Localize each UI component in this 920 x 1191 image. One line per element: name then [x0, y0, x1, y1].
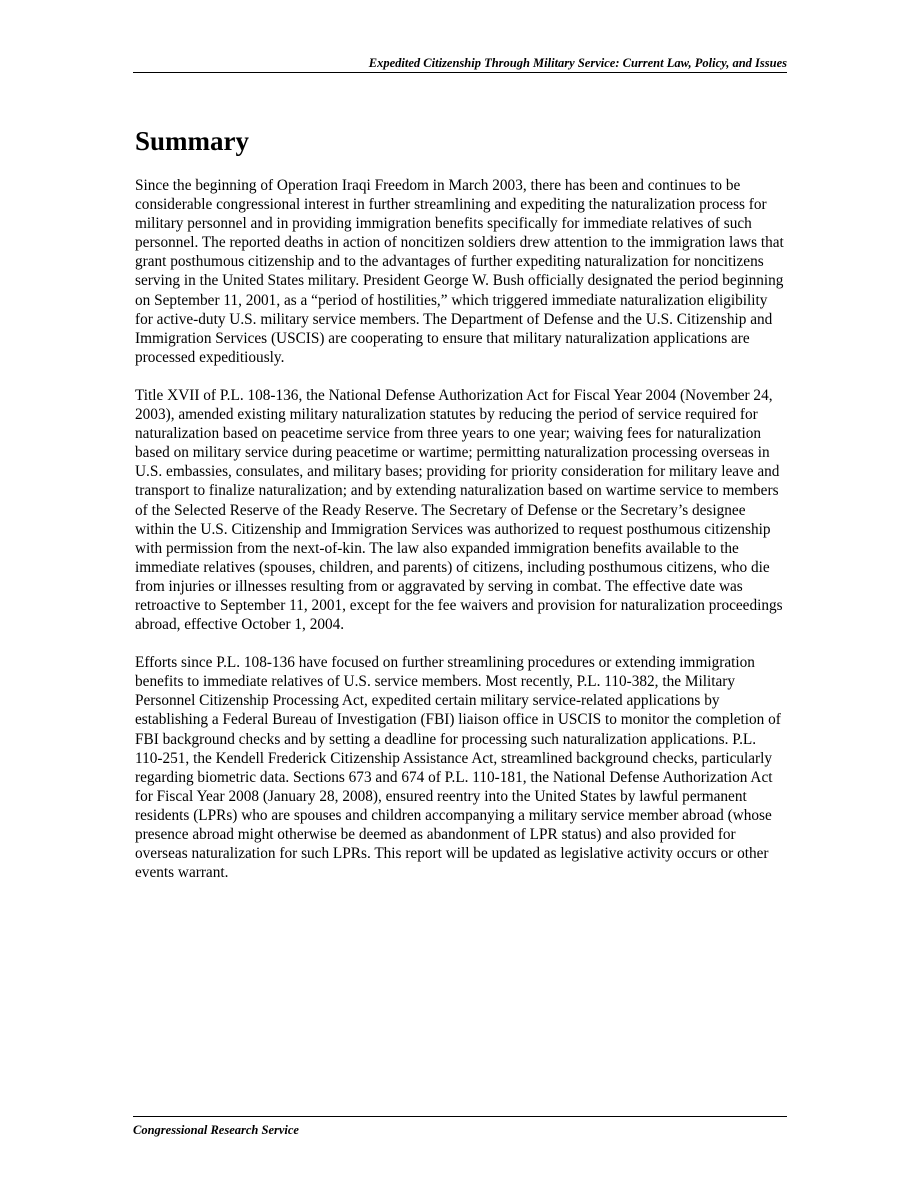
summary-paragraph-3: Efforts since P.L. 108-136 have focused on further streamlining procedures or extending immigration benefits to immediate relatives of U.S. service members. Most recently, P.L. 110-382, the Military Personnel Citizenship Processing Act, expedited certain military service-related applications by establishing a Federal Bureau of Investigation (FBI) liaison office in USCIS to monitor the completion of FBI background checks and by setting a deadline for processing such naturalization applications. P.L. 110-251, the Kendell Frederick Citizenship Assistance Act, streamlined background checks, particularly regarding biometric data. Sections 673 and 674 of P.L. 110-181, the National Defense Authorization Act for Fiscal Year 2008 (January 28, 2008), ensured reentry into the United States by lawful permanent residents (LPRs) who are spouses and children accompanying a military service member abroad (whose presence abroad might otherwise be deemed as abandonment of LPR status) and also provided for overseas naturalization for such LPRs. This report will be updated as legislative activity occurs or other events warrant. — [135, 654, 781, 882]
footer-organization: Congressional Research Service — [133, 1123, 299, 1137]
running-header-title: Expedited Citizenship Through Military Service: Current Law, Policy, and Issues — [368, 56, 787, 70]
section-heading: Summary — [135, 126, 249, 156]
summary-paragraph-1: Since the beginning of Operation Iraqi Freedom in March 2003, there has been and continues to be considerable congressional interest in further streamlining and expediting the naturalization process for military personnel and in providing immigration benefits specifically for immediate relatives of such personnel. The reported deaths in action of noncitizen soldiers drew attention to the immigration laws that grant posthumous citizenship and to the advantages of further expediting naturalization for noncitizens serving in the United States military. President George W. Bush officially designated the period beginning on September 11, 2001, as a “period of hostilities,” which triggered immediate naturalization eligibility for active-duty U.S. military service members. The Department of Defense and the U.S. Citizenship and Immigration Services (USCIS) are cooperating to ensure that military naturalization applications are processed expeditiously. — [135, 177, 784, 366]
summary-paragraph-2: Title XVII of P.L. 108-136, the National Defense Authorization Act for Fiscal Year 2004 (November 24, 2003), amended existing military naturalization statutes by reducing the period of service required for naturalization based on peacetime service from three years to one year; waiving fees for naturalization based on military service during peacetime or wartime; permitting naturalization processing overseas in U.S. embassies, consulates, and military bases; providing for priority consideration for military leave and transport to finalize naturalization; and by extending naturalization based on wartime service to members of the Selected Reserve of the Ready Reserve. The Secretary of Defense or the Secretary’s designee within the U.S. Citizenship and Immigration Services was authorized to request posthumous citizenship with permission from the next-of-kin. The law also expanded immigration benefits available to the immediate relatives (spouses, children, and parents) of citizens, including posthumous citizens, who die from injuries or illnesses resulting from or aggravated by serving in combat. The effective date was retroactive to September 11, 2001, except for the fee waivers and provision for naturalization proceedings abroad, effective October 1, 2004. — [135, 386, 783, 634]
summary-body — [135, 176, 787, 901]
running-footer — [133, 1116, 787, 1138]
running-header — [133, 55, 787, 73]
